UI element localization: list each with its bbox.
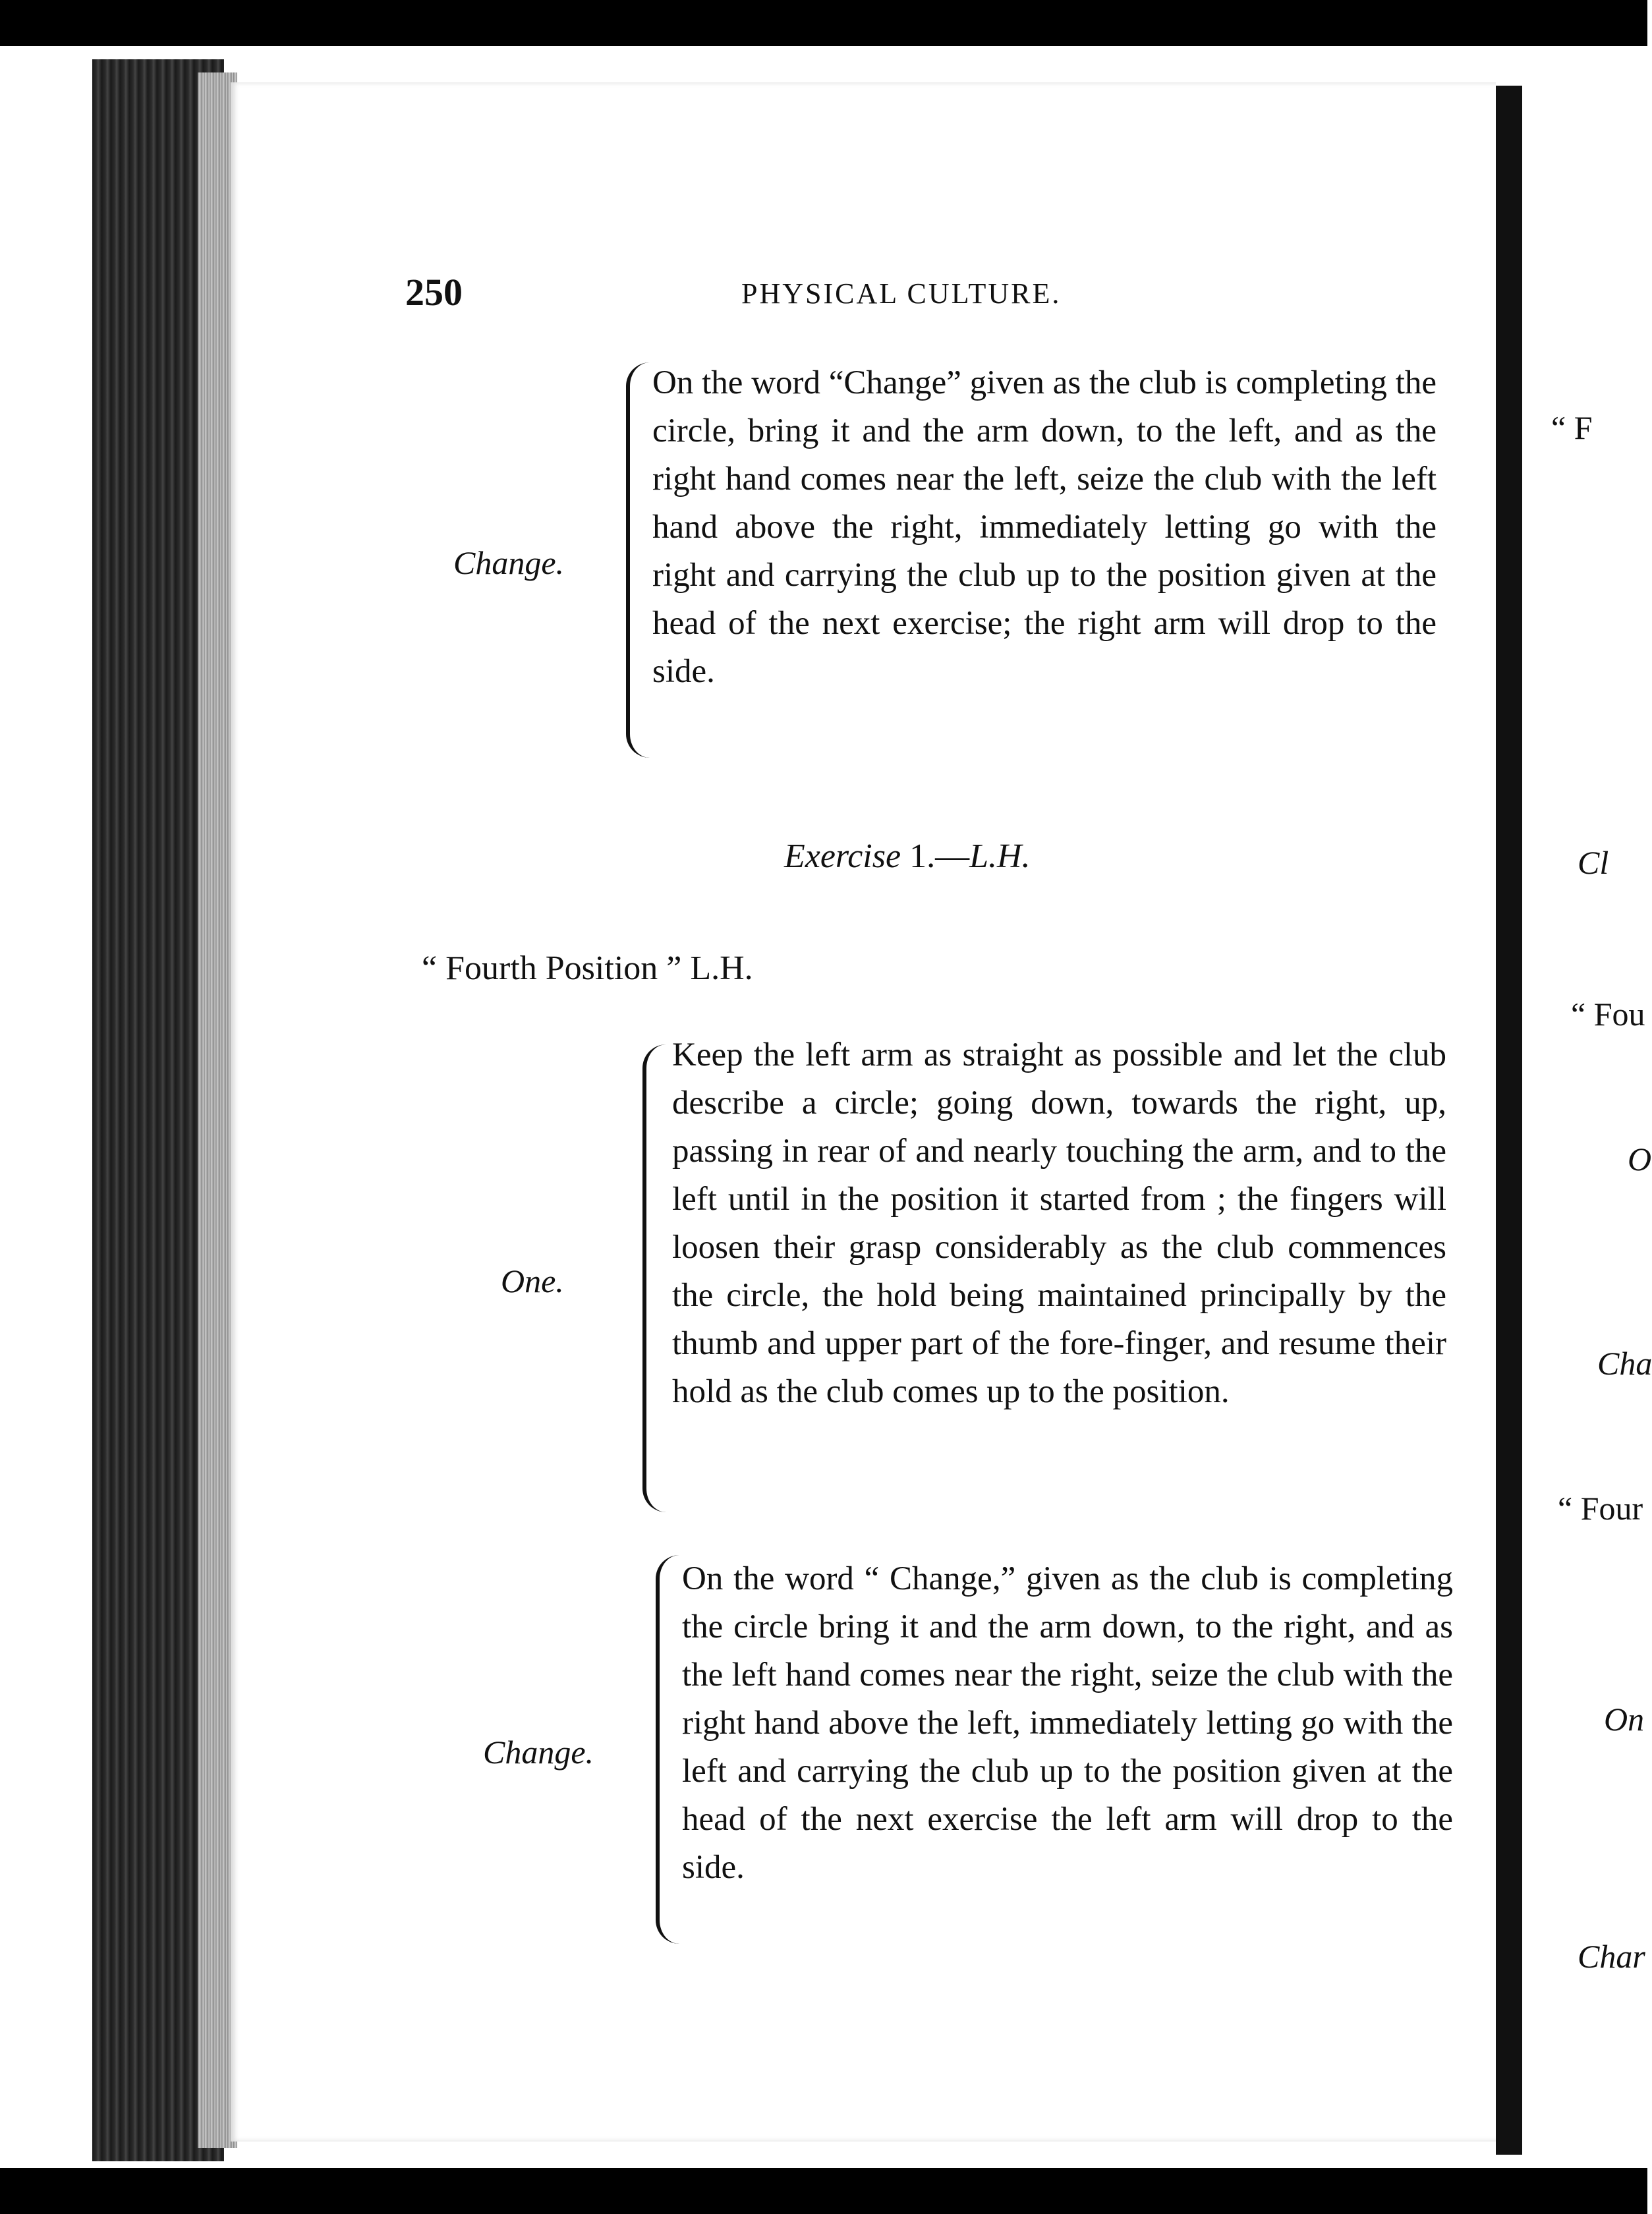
facing-page-fragment: Cha bbox=[1597, 1345, 1652, 1382]
side-label-one: One. bbox=[501, 1263, 564, 1299]
exercise-heading-number: 1.— bbox=[909, 837, 970, 875]
brace-left bbox=[642, 1044, 666, 1512]
position-line: “ Fourth Position ” L.H. bbox=[422, 950, 753, 987]
facing-page-fragment: “ Fou bbox=[1571, 996, 1645, 1033]
facing-page-fragment: “ Four bbox=[1558, 1490, 1643, 1527]
paragraph-change-left-hand: On the word “ Change,” given as the club is completing the circle bring it and the arm down, to the right, and as the left hand comes near the right, seize the club with the right hand above the left, immediately letting go with the left and carrying the club up to the position given at the head of the next exercise the left arm will drop to the side. bbox=[682, 1560, 1453, 1886]
paragraph-change-right-hand: On the word “Change” given as the club is completing the circle, bring it and the arm down, to the left, and as the right hand comes near the left, seize the club with the left hand above the right, immediately letting go with the right and carrying the club up to the position given at the head of the next exercise; the right arm will drop to the side. bbox=[652, 364, 1437, 690]
running-head: PHYSICAL CULTURE. bbox=[741, 277, 1062, 310]
side-label-change: Change. bbox=[483, 1734, 594, 1771]
page-number: 250 bbox=[405, 271, 463, 314]
facing-page-fragment: Char bbox=[1578, 1938, 1645, 1975]
facing-page-fragment: On bbox=[1604, 1701, 1645, 1738]
exercise-heading bbox=[784, 837, 1031, 876]
brace-left bbox=[626, 362, 650, 758]
facing-page-fragment: O bbox=[1628, 1141, 1652, 1178]
exercise-heading-suffix: L.H. bbox=[969, 837, 1031, 875]
exercise-heading-prefix: Exercise bbox=[784, 837, 901, 875]
page-gutter bbox=[1496, 86, 1522, 2155]
scan-bottom-border bbox=[0, 2168, 1647, 2214]
side-label-change: Change. bbox=[453, 544, 565, 581]
facing-page-fragment: Cl bbox=[1578, 844, 1609, 881]
facing-page-sliver bbox=[1522, 92, 1652, 2148]
scan-top-border bbox=[0, 0, 1647, 46]
facing-page-fragment: “ F bbox=[1551, 409, 1593, 446]
brace-left bbox=[656, 1555, 679, 1944]
paragraph-one: Keep the left arm as straight as possible and let the club describe a circle; going down, towards the right, up, passing in rear of and nearly touching the arm, and to the left until in the position it started from ; the fingers will loosen their grasp considerably as the club commences the circle, the hold being maintained principally by the thumb and upper part of the fore-finger, and resume their hold as the club comes up to the position. bbox=[672, 1036, 1446, 1410]
